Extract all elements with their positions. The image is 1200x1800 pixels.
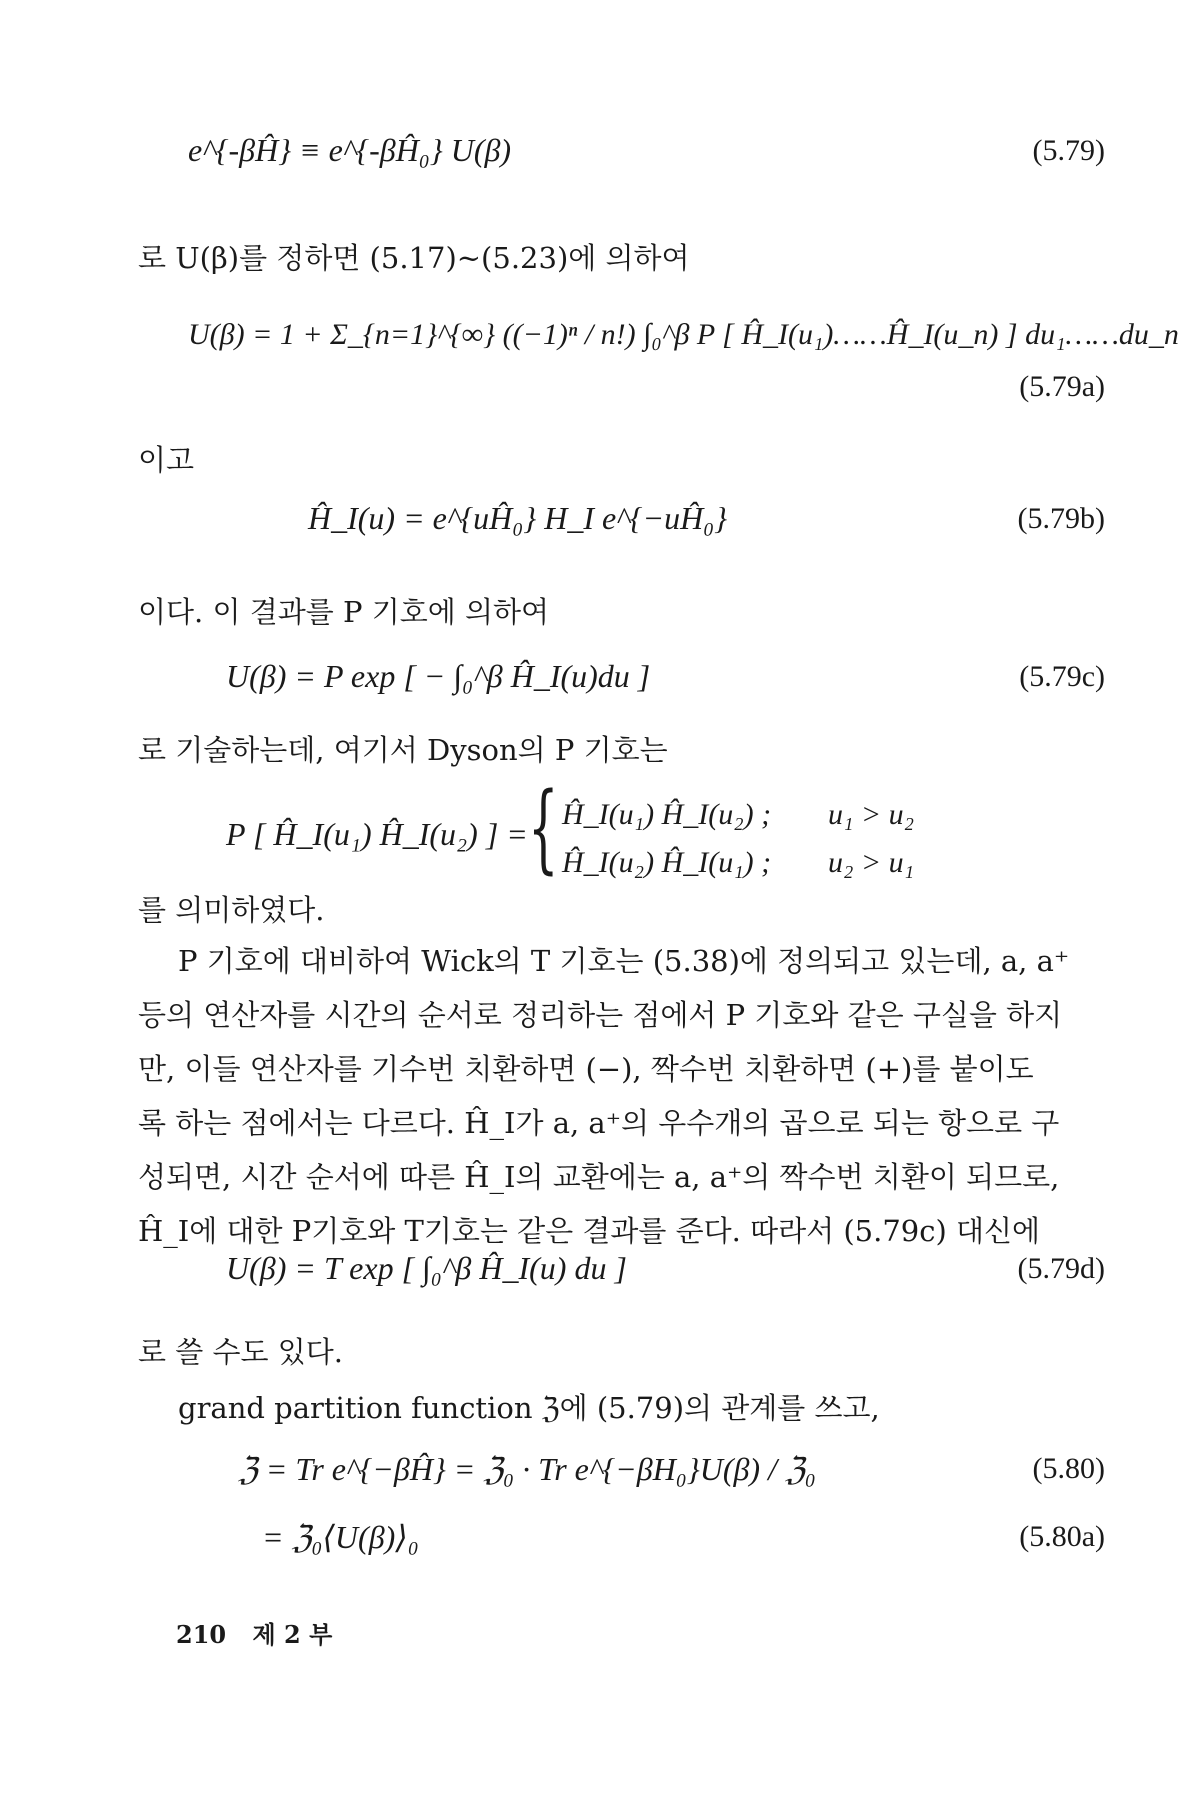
- equation-number-5-80: (5.80): [1032, 1452, 1105, 1485]
- text-line-3: 이다. 이 결과를 P 기호에 의하여: [138, 595, 549, 629]
- equation-5-79c: U(β) = P exp [ − ∫₀^β Ĥ_I(u)du ]: [226, 658, 651, 694]
- paragraph-line-2: 등의 연산자를 시간의 순서로 정리하는 점에서 P 기호와 같은 구실을 하지: [138, 998, 1063, 1032]
- equation-5-79a: U(β) = 1 + Σ_{n=1}^{∞} ((−1)ⁿ / n!) ∫₀^β P [ Ĥ_I(u₁)……Ĥ_I(u_n) ] du₁……du_n: [188, 318, 1179, 351]
- paragraph-line-1: P 기호에 대비하여 Wick의 T 기호는 (5.38)에 정의되고 있는데, a, a⁺: [178, 944, 1070, 978]
- text-line-2: 이고: [138, 443, 195, 477]
- equation-number-5-79a: (5.79a): [1019, 370, 1105, 403]
- equation-5-79d: U(β) = T exp [ ∫₀^β Ĥ_I(u) du ]: [226, 1250, 627, 1286]
- text-line-5: 를 의미하였다.: [138, 893, 325, 927]
- paragraph-line-4: 록 하는 점에서는 다르다. Ĥ_I가 a, a⁺의 우수개의 곱으로 되는 항으로 구: [138, 1106, 1060, 1140]
- text-line-1: 로 U(β)를 정하면 (5.17)~(5.23)에 의하여: [138, 241, 690, 275]
- body-paragraph: [138, 934, 1068, 1258]
- equation-number-5-79c: (5.79c): [1019, 660, 1105, 693]
- equation-5-80: ℨ = Tr e^{−βĤ} = ℨ₀ · Tr e^{−βH₀}U(β) / ℨ₀: [238, 1451, 816, 1487]
- cases-brace: {: [528, 772, 559, 884]
- text-line-7: grand partition function ℨ에 (5.79)의 관계를 쓰고,: [178, 1391, 880, 1425]
- part-label: 제 2 부: [252, 1620, 333, 1649]
- page-number: 210: [176, 1620, 227, 1649]
- equation-number-5-80a: (5.80a): [1019, 1520, 1105, 1553]
- case-row-2: Ĥ_I(u₂) Ĥ_I(u₁) ;: [562, 846, 772, 879]
- page-footer: [176, 1615, 350, 1650]
- equation-5-80a: = ℨ₀⟨U(β)⟩₀: [262, 1519, 419, 1555]
- equation-5-79: e^{-βĤ} ≡ e^{-βĤ₀} U(β): [188, 132, 512, 168]
- case-condition-2: u₂ > u₁: [828, 846, 915, 879]
- cases-block: [528, 772, 978, 888]
- text-line-6: 로 쓸 수도 있다.: [138, 1335, 343, 1369]
- paragraph-line-3: 만, 이들 연산자를 기수번 치환하면 (−), 짝수번 치환하면 (+)를 붙이도: [138, 1052, 1034, 1086]
- paragraph-line-6: Ĥ_I에 대한 P기호와 T기호는 같은 결과를 준다. 따라서 (5.79c) 대신에: [138, 1214, 1041, 1248]
- equation-number-5-79: (5.79): [1032, 134, 1105, 167]
- equation-5-79b: Ĥ_I(u) = e^{uĤ₀} H_I e^{−uĤ₀}: [308, 500, 728, 536]
- equation-p-definition: P [ Ĥ_I(u₁) Ĥ_I(u₂) ] =: [226, 816, 528, 852]
- paragraph-line-5: 성되면, 시간 순서에 따른 Ĥ_I의 교환에는 a, a⁺의 짝수번 치환이 되므로,: [138, 1160, 1060, 1194]
- equation-number-5-79d: (5.79d): [1017, 1252, 1105, 1285]
- equation-number-5-79b: (5.79b): [1017, 502, 1105, 535]
- case-row-1: Ĥ_I(u₁) Ĥ_I(u₂) ;: [562, 798, 772, 831]
- text-line-4: 로 기술하는데, 여기서 Dyson의 P 기호는: [138, 733, 668, 767]
- case-condition-1: u₁ > u₂: [828, 798, 915, 831]
